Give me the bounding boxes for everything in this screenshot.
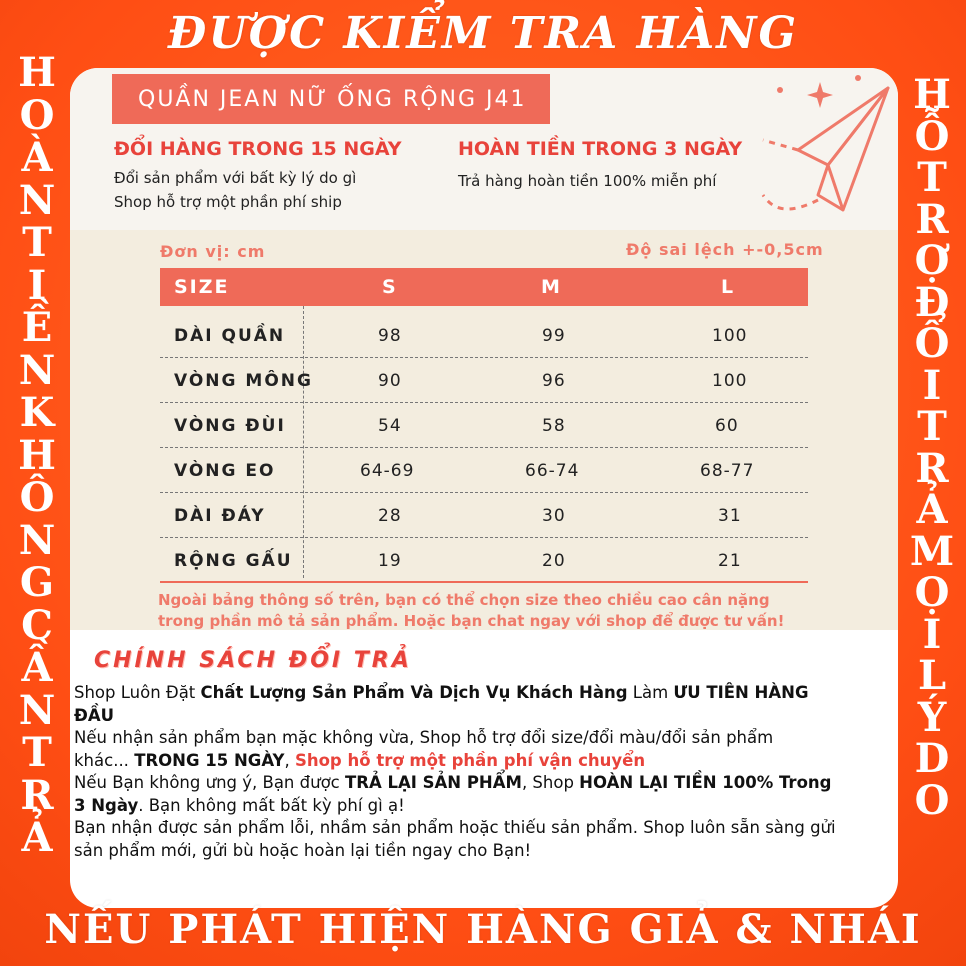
cell-l: 100: [712, 326, 748, 346]
cell-l: 100: [712, 371, 748, 391]
policy-line-8: sản phẩm mới, gửi bù hoặc hoàn lại tiền ngay cho Bạn!: [74, 840, 532, 860]
banner-letter: N: [18, 346, 56, 394]
banner-letter: N: [18, 176, 56, 224]
banner-letter: Ề: [21, 304, 53, 351]
banner-letter: Ả: [916, 486, 948, 533]
cell-l: 68-77: [700, 461, 755, 481]
table-row: [160, 538, 808, 583]
banner-letter: C: [21, 601, 53, 649]
banner-letter: N: [18, 686, 56, 734]
refund-policy-title: HOÀN TIỀN TRONG 3 NGÀY: [458, 138, 743, 160]
left-vertical-banner: [10, 49, 64, 861]
header-l: L: [721, 276, 736, 298]
banner-letter: N: [18, 516, 56, 564]
cell-l: 31: [718, 506, 742, 526]
policy-line-6: 3 Ngày. Bạn không mất bất kỳ phí gì ạ!: [74, 795, 405, 815]
cell-s: 19: [378, 551, 402, 571]
banner-letter: Ổ: [914, 320, 950, 367]
row-label: DÀI QUẦN: [174, 326, 286, 346]
table-row: [160, 493, 808, 538]
banner-letter: G: [19, 559, 55, 606]
policy-line-7: Bạn nhận được sản phẩm lỗi, nhầm sản phẩm hoặc thiếu sản phẩm. Shop luôn sẵn sàng gửi: [74, 818, 836, 837]
banner-letter: Ả: [21, 814, 53, 861]
banner-letter: R: [915, 444, 949, 492]
cell-m: 30: [542, 506, 566, 526]
banner-letter: M: [909, 527, 955, 575]
banner-letter: Ỗ: [914, 112, 950, 160]
banner-letter: H: [18, 49, 56, 96]
right-vertical-banner: [902, 71, 962, 824]
content-card: [70, 68, 898, 908]
banner-letter: À: [21, 134, 53, 181]
cell-s: 90: [378, 371, 402, 391]
cell-m: 66-74: [525, 461, 580, 481]
paper-plane-icon: [758, 70, 898, 220]
cell-m: 99: [542, 326, 566, 346]
table-row: [160, 403, 808, 448]
size-note-line-2: trong phần mô tả sản phẩm. Hoặc bạn chat ngay với shop để được tư vấn!: [158, 612, 785, 630]
row-label: DÀI ĐÁY: [174, 506, 266, 526]
table-row: [160, 448, 808, 493]
banner-letter: H: [18, 431, 56, 479]
cell-s: 98: [378, 326, 402, 346]
banner-letter: T: [917, 403, 947, 450]
policy-line-1: Shop Luôn Đặt Chất Lượng Sản Phẩm Và Dịch Vụ Khách Hàng Làm ƯU TIÊN HÀNG: [74, 683, 809, 702]
row-label: VÒNG MÔNG: [174, 371, 313, 391]
banner-letter: K: [19, 389, 55, 436]
banner-letter: I: [27, 261, 47, 309]
banner-letter: H: [913, 71, 951, 118]
top-banner: ĐƯỢC KIỂM TRA HÀNG: [167, 8, 799, 59]
cell-s: 64-69: [360, 461, 415, 481]
size-note: [158, 590, 784, 632]
banner-letter: T: [917, 154, 947, 201]
row-label: VÒNG EO: [174, 461, 276, 481]
exchange-line-1: Đổi sản phẩm với bất kỳ lý do gì: [114, 169, 357, 187]
cell-m: 58: [542, 416, 566, 436]
cell-l: 21: [718, 551, 742, 571]
exchange-policy-title: ĐỔI HÀNG TRONG 15 NGÀY: [114, 138, 402, 160]
banner-letter: I: [922, 361, 942, 409]
table-row: [160, 358, 808, 403]
policy-line-5: Nếu Bạn không ưng ý, Bạn được TRẢ LẠI SẢN PHẨM, Shop HOÀN LẠI TIỀN 100% Trong: [74, 773, 832, 792]
banner-letter: L: [917, 652, 947, 699]
banner-letter: Ọ: [914, 569, 950, 616]
cell-l: 60: [715, 416, 739, 436]
row-label: RỘNG GẤU: [174, 551, 293, 571]
header-size: SIZE: [174, 276, 230, 298]
exchange-line-2: Shop hỗ trợ một phần phí ship: [114, 193, 342, 211]
return-policy-body: [74, 682, 898, 862]
refund-policy-desc: Trả hàng hoàn tiền 100% miễn phí: [458, 172, 717, 190]
size-note-line-1: Ngoài bảng thông số trên, bạn có thể chọn size theo chiều cao cân nặng: [158, 591, 770, 609]
banner-letter: R: [915, 195, 949, 243]
banner-letter: Đ: [914, 278, 950, 326]
banner-letter: T: [22, 219, 52, 266]
cell-s: 54: [378, 416, 402, 436]
unit-label: Đơn vị: cm: [160, 242, 266, 261]
banner-letter: D: [914, 735, 950, 782]
banner-letter: O: [19, 91, 55, 139]
banner-letter: I: [922, 610, 942, 658]
banner-letter: Ý: [917, 693, 947, 741]
banner-letter: T: [22, 729, 52, 776]
banner-letter: Ợ: [914, 237, 950, 284]
header-s: S: [382, 276, 398, 298]
cell-m: 20: [542, 551, 566, 571]
return-policy-title: CHÍNH SÁCH ĐỔI TRẢ: [94, 648, 412, 673]
banner-letter: Ầ: [21, 644, 53, 691]
policy-line-3: Nếu nhận sản phẩm bạn mặc không vừa, Shop hỗ trợ đổi size/đổi màu/đổi sản phẩm: [74, 728, 774, 747]
header-m: M: [541, 276, 562, 298]
policy-line-4: khác... TRONG 15 NGÀY, Shop hỗ trợ một phần phí vận chuyển: [74, 750, 646, 770]
product-title-tag: QUẦN JEAN NỮ ỐNG RỘNG J41: [112, 74, 550, 124]
banner-letter: O: [914, 776, 950, 824]
table-row: [160, 313, 808, 358]
banner-letter: R: [20, 771, 54, 819]
row-label: VÒNG ĐÙI: [174, 416, 286, 436]
bottom-banner: NẾU PHÁT HIỆN HÀNG GIẢ & NHÁI: [44, 906, 922, 953]
exchange-policy-desc: [114, 166, 356, 214]
cell-m: 96: [542, 371, 566, 391]
tolerance-label: Độ sai lệch +-0,5cm: [626, 240, 824, 259]
size-table-header: [160, 268, 808, 306]
policy-line-2: ĐẦU: [74, 705, 114, 725]
cell-s: 28: [378, 506, 402, 526]
banner-letter: Ô: [19, 474, 55, 521]
